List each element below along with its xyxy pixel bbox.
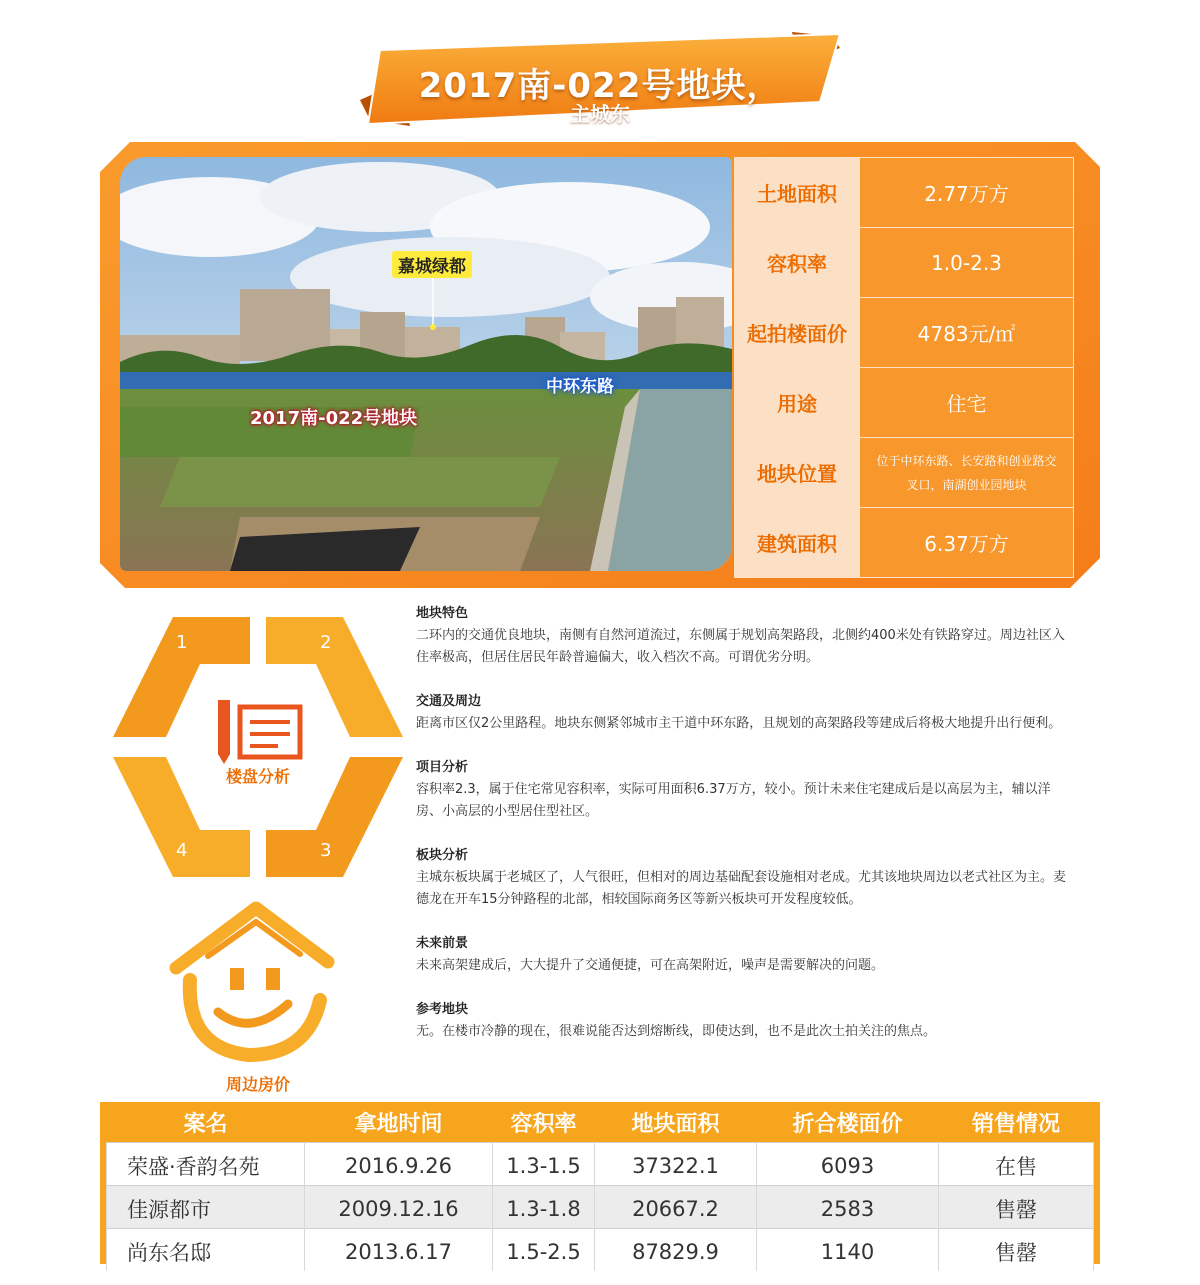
table-cell: 佳源都市 [107,1186,305,1229]
analysis-body: 距离市区仅2公里路程。地块东侧紧邻城市主干道中环东路，且规划的高架路段等建成后将极大地提升出行便利。 [416,716,1062,731]
info-value: 4783元/㎡ [860,298,1074,368]
info-key: 用途 [735,368,860,438]
title-line1: 2017南-022号地块， [418,66,782,106]
info-key: 地块位置 [735,438,860,508]
photo-label-residential: 嘉城绿都 [392,251,472,278]
info-key: 起拍楼面价 [735,298,860,368]
table-cell: 6093 [757,1143,939,1186]
hex-number-1: 1 [176,632,188,653]
table-header: 案名 [183,1111,228,1137]
nearby-projects [100,1102,1100,1264]
info-value: 住宅 [860,368,1074,438]
info-value: 位于中环东路、长安路和创业路交叉口，南湖创业园地块 [860,438,1074,508]
table-header: 销售情况 [971,1111,1060,1137]
info-row [735,438,1074,508]
table-row [107,1186,1094,1229]
hex-number-4: 4 [176,840,188,861]
info-key: 建筑面积 [735,508,860,578]
table-cell: 1.3-1.5 [493,1143,595,1186]
table-header: 地块面积 [631,1111,720,1137]
analysis-body: 容积率2.3，属于住宅常见容积率，实际可用面积6.37万方，较小。预计未来住宅建成后是以高层为主，辅以洋房、小高层的小型居住型社区。 [416,782,1051,819]
hex-number-3: 3 [320,840,332,861]
hex-number-2: 2 [320,632,332,653]
document-pen-icon [218,700,300,764]
table-cell: 2013.6.17 [305,1229,493,1272]
info-row [735,508,1074,578]
info-row [735,228,1074,298]
info-row [735,298,1074,368]
info-value: 6.37万方 [860,508,1074,578]
table-cell: 荣盛·香韵名苑 [107,1143,305,1186]
analysis-body: 未来高架建成后，大大提升了交通便捷，可在高架附近，噪声是需要解决的问题。 [416,958,885,973]
table-cell: 在售 [939,1143,1094,1186]
house-smile-icon [168,900,338,1065]
plot-photo [120,157,732,571]
hexagon-label: 楼盘分析 [225,767,290,786]
analysis-title: 地块特色 [416,606,469,621]
table-cell: 37322.1 [595,1143,757,1186]
table-cell: 尚东名邸 [107,1229,305,1272]
info-key: 土地面积 [735,158,860,228]
info-row [735,368,1074,438]
house-graphic [168,900,338,1065]
analysis-title: 交通及周边 [416,694,482,709]
analysis-block [416,845,1066,911]
analysis-block [416,933,1066,977]
title-line2: 主城东 [570,102,630,126]
table-header: 拿地时间 [354,1111,443,1137]
table-cell: 售罄 [939,1186,1094,1229]
analysis-hexagon [108,612,408,882]
table-cell: 2009.12.16 [305,1186,493,1229]
plot-photo-image [120,157,732,571]
analysis-body: 二环内的交通优良地块，南侧有自然河道流过，东侧属于规划高架路段，北侧约400米处有铁路穿过。周边社区入住率极高，但居住居民年龄普遍偏大，收入档次不高。可谓优劣分明。 [416,628,1065,665]
table-cell: 20667.2 [595,1186,757,1229]
hexagon-shape [108,612,408,882]
analysis-body: 无。在楼市冷静的现在，很难说能否达到熔断线，即使达到，也不是此次土拍关注的焦点。 [416,1024,937,1039]
photo-label-plot: 2017南-022号地块 [250,408,418,429]
analysis-block [416,757,1066,823]
info-row [735,158,1074,228]
analysis-block [416,603,1066,669]
table-header: 容积率 [510,1111,577,1137]
title-ribbon [340,22,860,132]
table-cell: 1.5-2.5 [493,1229,595,1272]
nearby-projects-table [106,1102,1094,1271]
analysis-section [416,603,1066,1065]
table-cell: 87829.9 [595,1229,757,1272]
analysis-body: 主城东板块属于老城区了，人气很旺，但相对的周边基础配套设施相对老成。尤其该地块周边以老式社区为主。麦德龙在开车15分钟路程的北部，相较国际商务区等新兴板块可开发程度较低。 [416,870,1067,907]
info-key: 容积率 [735,228,860,298]
table-cell: 1140 [757,1229,939,1272]
table-cell: 2583 [757,1186,939,1229]
analysis-title: 参考地块 [416,1002,469,1017]
table-cell: 售罄 [939,1229,1094,1272]
table-header: 折合楼面价 [792,1111,903,1137]
analysis-title: 板块分析 [416,848,469,863]
photo-label-road: 中环东路 [546,377,614,397]
analysis-block [416,999,1066,1043]
info-value: 2.77万方 [860,158,1074,228]
table-row [107,1143,1094,1186]
land-info-table [734,157,1074,578]
house-label: 周边房价 [225,1075,290,1094]
table-cell: 2016.9.26 [305,1143,493,1186]
table-row [107,1229,1094,1272]
info-value: 1.0-2.3 [860,228,1074,298]
analysis-title: 未来前景 [416,936,469,951]
analysis-title: 项目分析 [416,760,469,775]
table-cell: 1.3-1.8 [493,1186,595,1229]
analysis-block [416,691,1066,735]
table-header-row [107,1102,1094,1143]
